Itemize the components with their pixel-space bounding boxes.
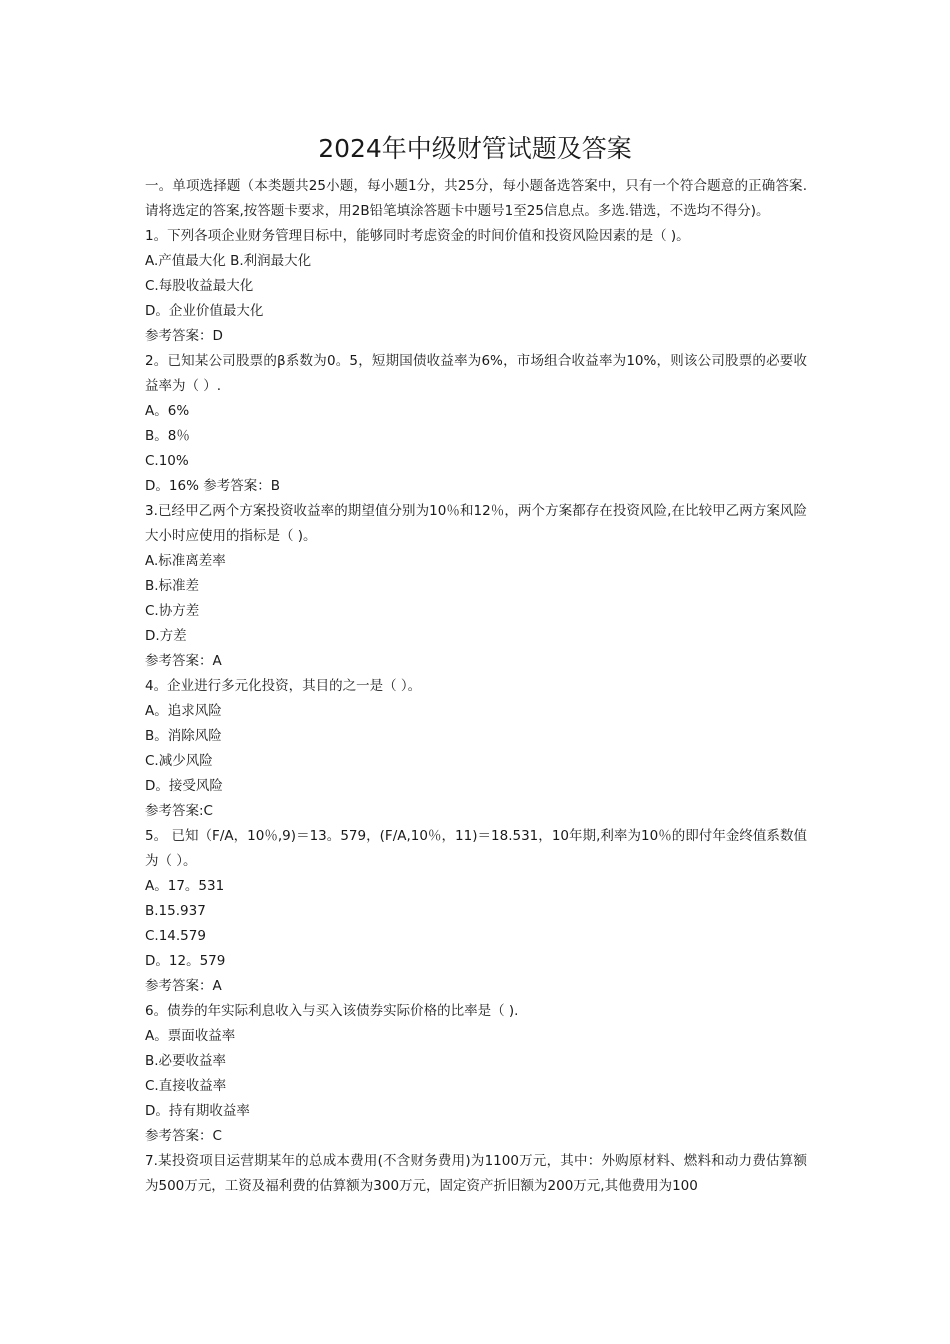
question-stem: 4。企业进行多元化投资，其目的之一是（ ）。 <box>145 678 422 694</box>
option-line: A。票面收益率 <box>145 1028 236 1044</box>
option-line: A。17。531 <box>145 878 225 894</box>
question-stem: 7.某投资项目运营期某年的总成本费用(不含财务费用)为1100万元，其中：外购原材料、燃料和动力费估算额为500万元，工资及福利费的估算额为300万元，固定资产折旧额为200万元,其他费用为100 <box>145 1153 807 1194</box>
option-line: A。追求风险 <box>145 703 222 719</box>
answer-line: 参考答案：A <box>145 978 222 994</box>
document-body <box>145 174 807 1199</box>
option-line: B.必要收益率 <box>145 1053 227 1069</box>
question-stem: 1。下列各项企业财务管理目标中，能够同时考虑资金的时间价值和投资风险因素的是（ )。 <box>145 228 690 244</box>
answer-line: 参考答案：D <box>145 328 223 344</box>
option-line: D。接受风险 <box>145 778 223 794</box>
option-line: B.标准差 <box>145 578 200 594</box>
option-line: A.标准离差率 <box>145 553 226 569</box>
question-stem: 5。 已知（F/A，10％,9)＝13。579，(F/A,10％，11)＝18.531，10年期,利率为10％的即付年金终值系数值为（ ）。 <box>145 828 807 869</box>
option-line: C.协方差 <box>145 603 200 619</box>
option-line: C.直接收益率 <box>145 1078 227 1094</box>
page-title: 2024年中级财管试题及答案 <box>318 134 632 163</box>
question-stem: 3.已经甲乙两个方案投资收益率的期望值分别为10％和12％，两个方案都存在投资风险,在比较甲乙两方案风险大小时应使用的指标是（ )。 <box>145 503 807 544</box>
answer-line: 参考答案:C <box>145 803 213 819</box>
question-stem: 6。债券的年实际利息收入与买入该债券实际价格的比率是（ ). <box>145 1003 519 1019</box>
option-line: D。持有期收益率 <box>145 1103 250 1119</box>
option-line: C.每股收益最大化 <box>145 278 254 294</box>
option-line: D。12。579 <box>145 953 226 969</box>
option-line: A。6% <box>145 403 190 419</box>
section-intro: 一。单项选择题（本类题共25小题，每小题1分，共25分，每小题备选答案中，只有一个符合题意的正确答案.请将选定的答案,按答题卡要求，用2B铅笔填涂答题卡中题号1至25信息点。多选.错选，不选均不得分)。 <box>145 178 807 219</box>
question-stem: 2。已知某公司股票的β系数为0。5，短期国债收益率为6%，市场组合收益率为10%，则该公司股票的必要收益率为（ ）. <box>145 353 807 394</box>
answer-line: 参考答案：A <box>145 653 222 669</box>
option-line: A.产值最大化 B.利润最大化 <box>145 253 312 269</box>
option-line: D.方差 <box>145 628 187 644</box>
option-line: B。消除风险 <box>145 728 222 744</box>
answer-line: D。16% 参考答案：B <box>145 478 280 494</box>
option-line: C.14.579 <box>145 928 206 944</box>
answer-line: 参考答案：C <box>145 1128 222 1144</box>
option-line: C.10% <box>145 453 189 469</box>
option-line: D。企业价值最大化 <box>145 303 264 319</box>
option-line: B。8％ <box>145 428 190 444</box>
option-line: B.15.937 <box>145 903 206 919</box>
option-line: C.减少风险 <box>145 753 213 769</box>
